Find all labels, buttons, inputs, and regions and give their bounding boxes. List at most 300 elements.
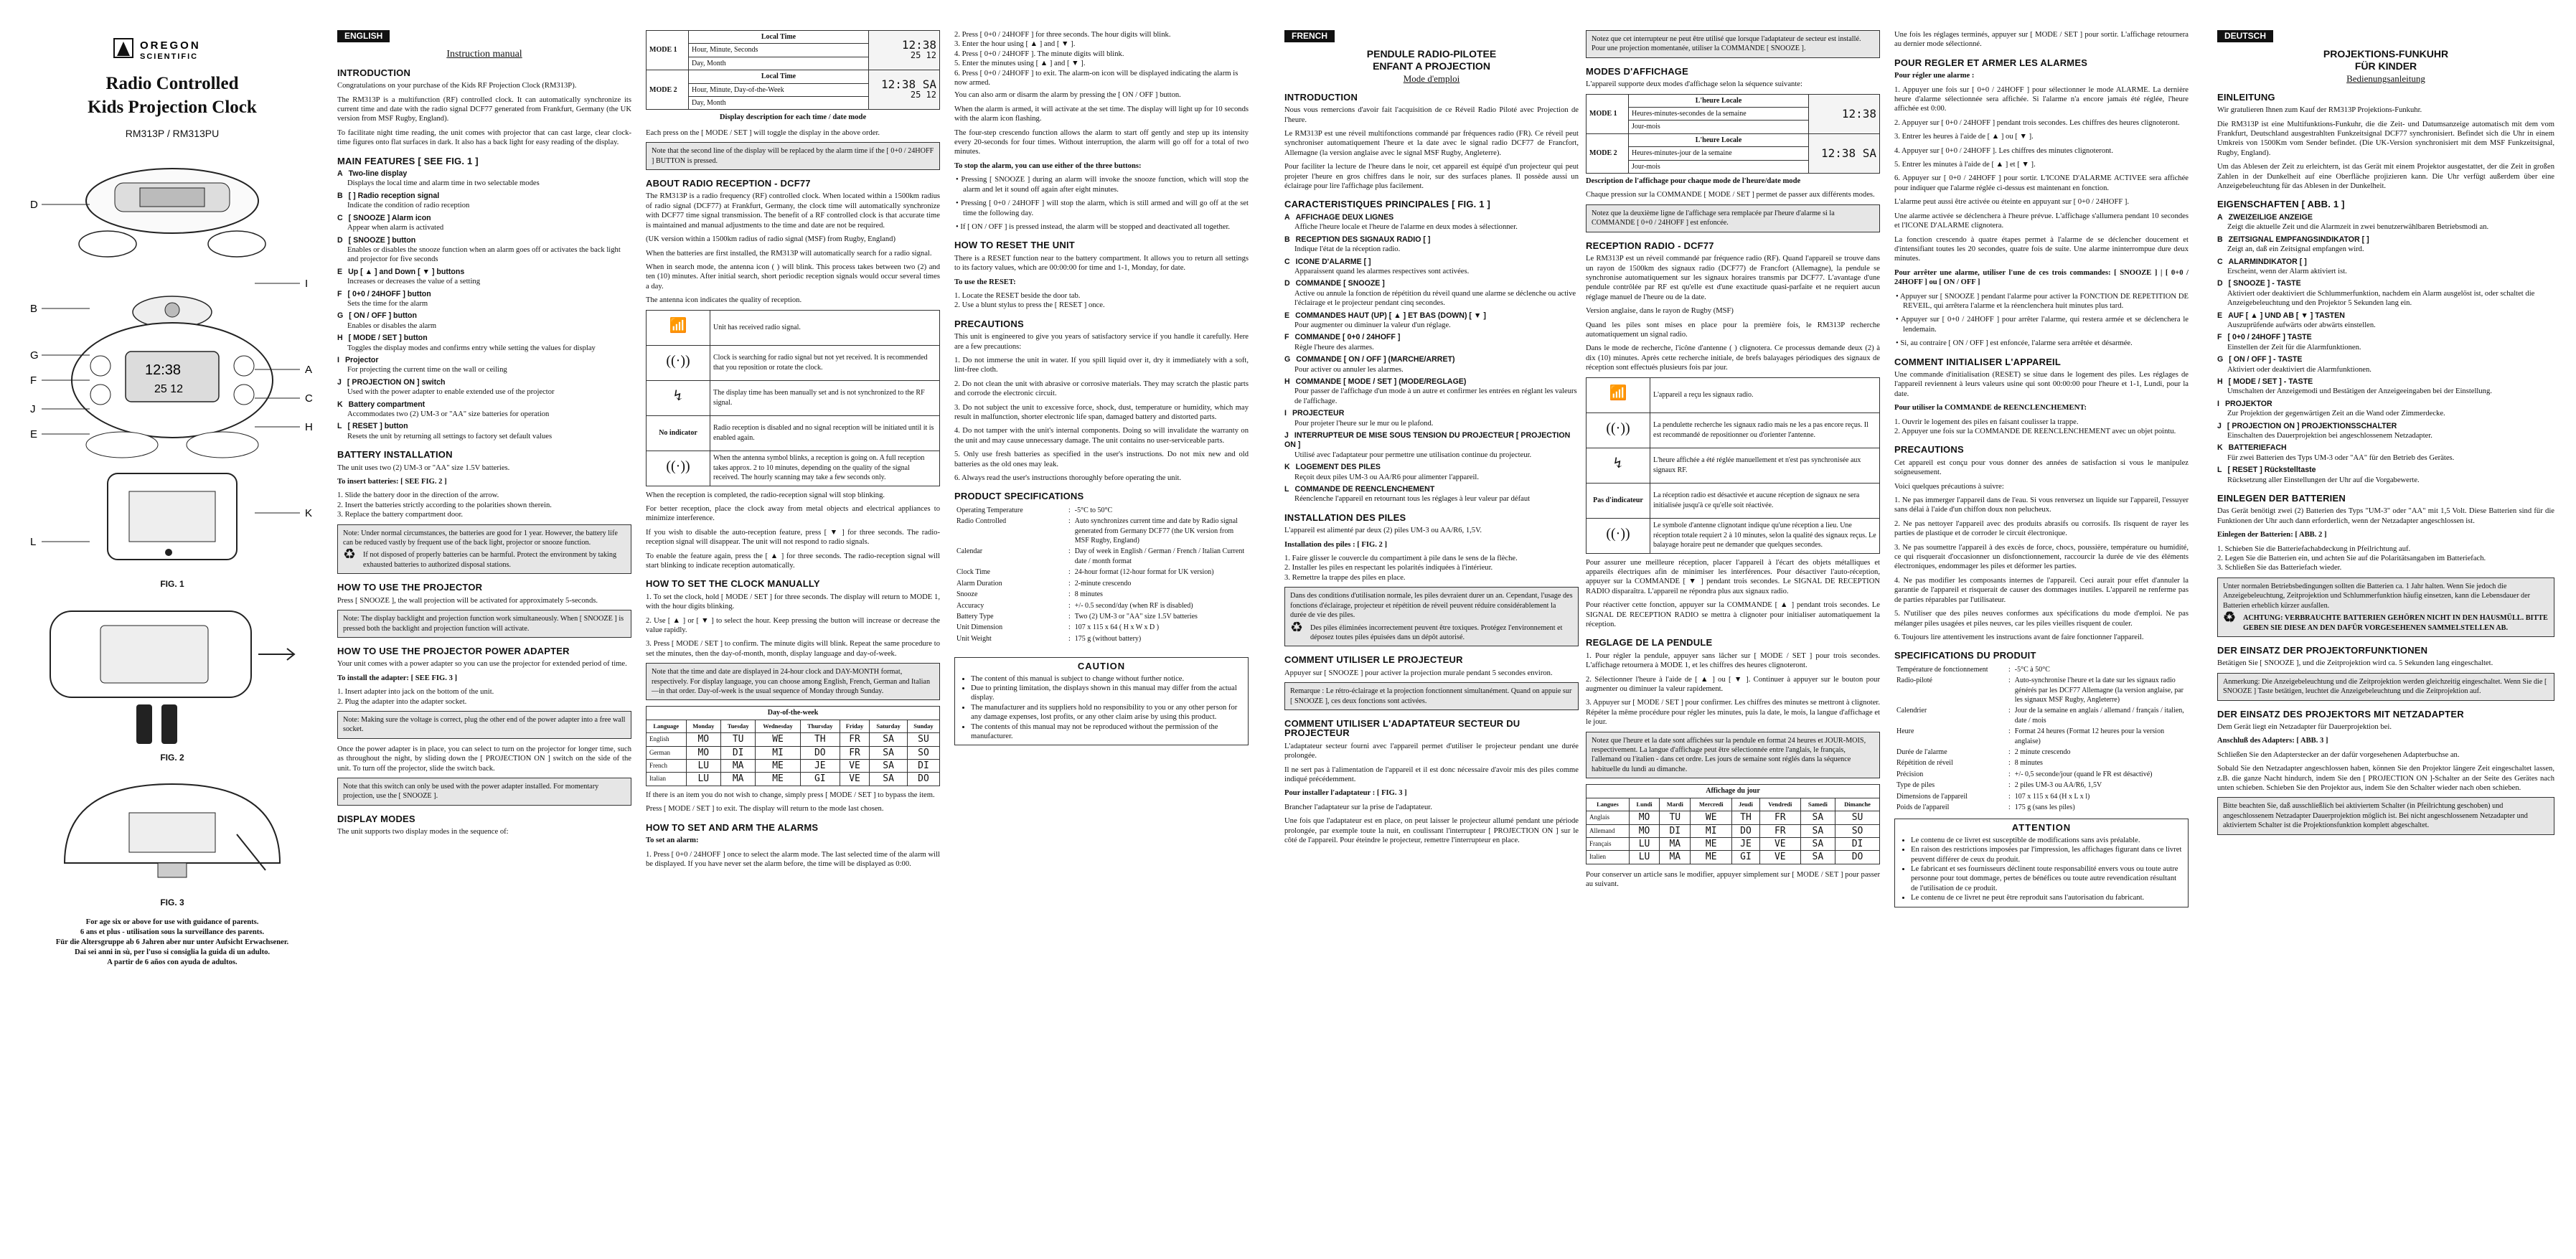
de-projector-text: Betätigen Sie [ SNOOZE ], und die Zeitprojektion wird ca. 5 Sekunden lang eingeschaltet. [2217,659,2493,668]
list-item: 1. Schieben Sie die Batteriefachabdeckung in Pfeilrichtung auf. [2217,544,2411,553]
feature-title: COMMANDE [ SNOOZE ] [1295,279,1385,288]
feature-title: ICONE D'ALARME [ ] [1295,257,1371,266]
signal-desc: La pendulette recherche les signaux radio mais ne les a pas encore reçus. Il est recommandé de repositionner ou d'orienter l'antenne. [1650,412,1880,448]
list-item: Dans le mode de recherche, l'icône d'antenne ( ) clignotera. Ce processus demande deux (2) à dix (10) minutes. Après cette recherche initiale, de brefs balayages périodiques des signaux de réception sont effectués plusieurs fois par jour. [1586,344,1880,372]
feature-title: ZEITSIGNAL EMPFANGSINDIKATOR [ ] [2228,235,2369,244]
bullet-icon: • [1896,316,1901,324]
de-adapter-step: Schließen Sie den Adapterstecker an der dafür vorgesehenen Adapterbuchse an. [2217,750,2460,759]
spec-row: Précision : +/- 0,5 seconde/jour (quand le FR est désactivé) [1896,770,2153,778]
feature-desc: Indicate the condition of radio reception [347,202,470,210]
list-item: • If [ ON / OFF ] is pressed instead, the alarm will be stopped and deactivated all together. [956,222,1231,231]
fr-features-heading: CARACTERISTIQUES PRINCIPALES [ FIG. 1 ] [1284,199,1491,210]
spec-heading: PRODUCT SPECIFICATIONS [954,491,1084,502]
list-item: If there is an item you do not wish to change, simply press [ MODE / SET ] to bypass the item. [646,791,935,799]
fr-battery-intro: L'appareil est alimenté par deux (2) piles UM-3 ou AA/R6, 1,5V. [1284,527,1482,535]
feature-desc: For projecting the current time on the wall or ceiling [347,366,507,374]
list-item: • Le contenu de ce livret ne peut être reproduit sans l'autorisation du fabricant. [1911,893,2182,902]
svg-text:25 12: 25 12 [154,382,184,395]
french-column-2 [1586,30,1880,894]
feature-key: B [1284,235,1290,244]
feature-item [1284,213,1579,232]
feature-desc: Règle l'heure des alarmes. [1294,343,1374,352]
feature-item [1284,311,1579,331]
list-item: 3. Entrer les heures à l'aide de [ ▲ ] ou [ ▼ ]. [1894,133,2034,141]
list-item: 1. Locate the RESET beside the door tab. [954,291,1081,300]
list-item: 4. Ne pas modifier les composants internes de l'appareil. Ceci aurait pour effet d'annuler la garantie de l'appareil et risquerait de causer des dommages inutiles. L'appareil ne renferme pas de parties réparables par l'utilisateur. [1894,576,2189,604]
fig1-caption: FIG. 1 [160,579,184,590]
adapter-steps [337,687,631,707]
precautions-list [954,356,1249,483]
de-adapter-note: Bitte beachten Sie, daß ausschließlich bei aktiviertem Schalter (in Pfeilrichtung geschoben) und angeschlossenem Netzadapter Dauerprojektion möglich ist. Bei nicht angeschlossenem Netzadapter und aktiviertem Schalter ist die Projektionsfunktion komplett abgeschaltet. [2217,797,2554,834]
feature-key: K [337,400,343,409]
adapter-sub: To install the adapter: [ SEE FIG. 3 ] [337,674,458,682]
feature-desc: Appear when alarm is activated [347,224,444,232]
callout-label: F [30,374,37,387]
spec-row: Unit Weight : 175 g (without battery) [956,634,1142,643]
signal-desc: La réception radio est désactivée et aucune réception de signaux ne sera initialisée jusqu'à ce qu'elle soit réactivée. [1650,483,1880,518]
alarm-heading: HOW TO SET AND ARM THE ALARMS [646,821,819,833]
mode-note: Note that the second line of the display will be replaced by the alarm time if the [ 0+0 / 24HOFF ] BUTTON is pressed. [646,142,940,170]
feature-key: F [337,289,342,298]
list-item: 2. Press [ 0+0 / 24HOFF ] for three seconds. The hour digits will blink. [954,31,1171,39]
feature-key: K [2217,443,2223,453]
battery-intro: The unit uses two (2) UM-3 or "AA" size 1.5V batteries. [337,463,510,472]
list-item: To enable the feature again, press the [ ▲ ] for three seconds. The radio-reception signal will start blinking to indicate reception automatically. [646,552,940,570]
feature-key: F [1284,333,1289,342]
list-item: 5. N'utiliser que des piles neuves conformes aux spécifications du mode d'emploi. Ne pas mélanger piles usagées et piles neuves, car les piles vieilles risquent de couler. [1894,610,2189,628]
list-item: 1. To set the clock, hold [ MODE / SET ] for three seconds. The display will return to MODE 1, with the hour digits blinking. [646,593,940,611]
fr-mode-caption: Description de l'affichage pour chaque mode de l'heure/date mode [1586,177,1801,186]
spec-row: Unit Dimension : 107 x 115 x 64 ( H x W x D ) [956,623,1160,632]
feature-key: C [2217,257,2223,266]
feature-desc: Affiche l'heure locale et l'heure de l'alarme en deux modes à sélectionner. [1294,223,1518,232]
feature-title: ZWEIZEILIGE ANZEIGE [2228,212,2313,222]
english-column-3 [954,30,1249,751]
spec-row: Durée de l'alarme : 2 minute crescendo [1896,748,2071,756]
list-item: 1. Slide the battery door in the direction of the arrow. [337,491,499,500]
feature-desc: Used with the power adapter to enable extended use of the projector [347,388,555,397]
fr-radio-heading: RECEPTION RADIO - DCF77 [1586,240,1714,251]
fr3-reset-sub: Pour utiliser la COMMANDE de REENCLENCHEMENT: [1894,404,2087,412]
de-intro [2217,105,2554,191]
signal-row [1587,518,1880,553]
list-item: 1. Pour régler la pendule, appuyer sans lâcher sur [ MODE / SET ] pour trois secondes. L'affichage retournera à MODE 1, et les chiffres des heures clignoteront. [1586,651,1880,670]
feature-desc: Zeigt die aktuelle Zeit und die Alarmzeit in zwei benutzerwählbaren Betriebsmodi an. [2227,223,2489,232]
feature-item [2217,422,2554,441]
fr3-stop-heading: Pour arrêter une alarme, utiliser l'une de ces trois commandes: [ SNOOZE ] | [ 0+0 / 24HOFF ] ou [ ON / OFF ] [1894,268,2189,287]
de-adapter-sub: Anschluß des Adapters: [ ABB. 3 ] [2217,737,2328,745]
spec-row: Radio-piloté : Auto-synchronise l'heure et la date sur les signaux radio générés par les DCF77 Allemagne (la version anglaise, par les signaux MSF Rugby, Angleterre) [1896,676,2184,704]
dow-header: Mercredi [1691,798,1732,811]
spec-table [954,505,1249,644]
french-column-3 [1894,30,2189,913]
list-item: 1. Press [ 0+0 / 24HOFF ] once to select the alarm mode. The last selected time of the alarm will be displayed. If you have never set the alarm before, the time will be displayed as 0:00. [646,850,940,868]
list-item: 5. Only use fresh batteries as specified in the user's instructions. Do not mix new and old batteries as the old ones may leak. [954,451,1249,468]
list-item: • En raison des restrictions imposées par l'impression, les affichages figurant dans ce livret peuvent différer de ceux du produit. [1911,845,2182,864]
list-item: Um das Ablesen der Zeit zu erleichtern, ist das Gerät mit einem Projektor ausgestattet, der die Zeit in großen Zahlen in der Dunkelheit auf eine Oberfläche projizieren kann. Die Uhr verfügt außerdem über eine Anzeigebeleuchtung für das Ablesen in der Dunkelheit. [2217,163,2554,191]
cover-model: RM313P / RM313PU [125,128,220,140]
feature-key: L [1284,485,1289,494]
feature-desc: Sets the time for the alarm [347,299,428,308]
signal-desc: Radio reception is disabled and no signal reception will be initiated until it is enabled again. [710,415,940,451]
feature-item [1284,258,1579,277]
feature-title: [ 0+0 / 24HOFF ] TASTE [2227,333,2312,342]
dow-header: Vendredi [1759,798,1800,811]
recycle-icon: ♻ [343,547,356,563]
fig2-battery-diagram [22,597,323,748]
list-item: Nous vous remercions d'avoir fait l'acquisition de ce Réveil Radio Piloté avec Projection de l'heure. [1284,106,1579,124]
manual-steps [646,593,940,659]
list-item: The antenna icon indicates the quality of reception. [646,296,802,305]
feature-item [1284,463,1579,482]
feature-title: INTERRUPTEUR DE MISE SOUS TENSION DU PROJECTEUR [ PROJECTION ON ] [1284,431,1571,450]
feature-key: K [1284,463,1290,472]
stop-list [954,175,1249,232]
feature-title: [ RESET ] Rückstelltaste [2227,466,2316,475]
spec-row: Battery Type : Two (2) UM-3 or "AA" size 1.5V batteries [956,612,1198,621]
feature-desc: Rücksetzung aller Einstellungen der Uhr auf die Vorgabewerte. [2227,476,2420,484]
dow-row: Allemand MO DI MI DO FR SA SO [1587,824,1880,837]
fr3-reset-heading: COMMENT INITIALISER L'APPAREIL [1894,356,2062,367]
fr3-prec-intro-2: Voici quelques précautions à suivre: [1894,482,2004,491]
feature-item [1284,279,1579,308]
feature-title: Up [ ▲ ] and Down [ ▼ ] buttons [348,267,465,276]
mode-table: MODE 1 Local Time 12:38 25 12 Hour, Minute, Seconds Day, Month MODE 2 Local Time 12:38 SA 25 12 Hour, Minute, Day-of-the-Week Day, Month [646,30,940,110]
spec-row: Type de piles : 2 piles UM-3 ou AA/R6, 1,5V [1896,781,2102,790]
callout-label: A [305,363,313,376]
callout-label: K [305,506,313,519]
feature-title: [ SNOOZE ] - TASTE [2228,279,2301,288]
feature-key: I [2217,399,2219,408]
feature-key: C [337,213,343,222]
list-item: Pour assurer une meilleure réception, placer l'appareil à l'écart des objets métalliques et appareils électriques afin de minimiser les interférences. Pour désactiver l'auto-réception, appuyer sur la COMMANDE [ ▼ ] pendant trois secondes. Le SIGNAL DE RECEPTION RADIO disparaîtra. L'appareil ne répondra plus aux signaux radio. [1586,558,1880,595]
feature-item [337,192,631,211]
signal-row: No indicator Radio reception is disabled and no signal reception will be initiated until it is enabled again. [647,415,940,451]
precautions-heading: PRECAUTIONS [954,318,1024,329]
display-modes-text: The unit supports two display modes in the sequence of: [337,828,509,836]
list-item: 1. Do not immerse the unit in water. If you spill liquid over it, dry it immediately with a soft, lint-free cloth. [954,356,1249,374]
radio-text [646,192,940,305]
feature-title: PROJEKTOR [2224,399,2272,408]
antenna-icon: 📶 [1609,385,1627,402]
feature-key: A [2217,212,2223,222]
feature-key: A [337,169,343,179]
feature-key: G [1284,355,1291,364]
fr-mode-note: Notez que la deuxième ligne de l'affichage sera remplacée par l'heure d'alarme si la COMMANDE [ 0+0 / 24HOFF ] est enfoncée. [1586,204,1880,232]
fr-radio-after [1586,558,1880,630]
adapter-text-2: Once the power adapter is in place, you can select to turn on the projector for longer time, such as throughout the night, by sliding down the [ PROJECTION ON ] switch on the side of the unit. To turn off the projector, slide the switch back. [337,745,631,773]
antenna-icon: ((·)) [666,353,690,369]
feature-title: [ ] Radio reception signal [348,191,440,200]
fr-modes-text: L'appareil supporte deux modes d'affichage selon la séquence suivante: [1586,80,1802,89]
feature-key: H [337,334,343,343]
dow-row: Anglais MO TU WE TH FR SA SU [1587,811,1880,824]
list-item: 6. Press [ 0+0 / 24HOFF ] to exit. The alarm-on icon will be displayed indicating the alarm is now armed. [954,69,1238,88]
callout-label: B [30,302,38,315]
list-item: When the batteries are first installed, the RM313P will automatically search for a radio signal. [646,249,932,258]
dow-row: English MO TU WE TH FR SA SU [647,733,940,746]
feature-item [1284,235,1579,255]
signal-desc: When the antenna symbol blinks, a reception is going on. A full reception takes approx. 2 to 10 minutes, depending on the quality of the signal received. The hourly scanning may take a few seconds only. [710,451,940,486]
list-item: • Appuyer sur [ SNOOZE ] pendant l'alarme pour activer la FONCTION DE REPETITION DE REVEIL, qui arrêtera l'alarme et la réenclenchera huit minutes plus tard. [1896,292,2189,310]
alarm-steps [646,850,940,869]
feature-title: RECEPTION DES SIGNAUX RADIO [ ] [1295,235,1431,244]
antenna-icon: ((·)) [1606,526,1630,542]
de-intro-heading: EINLEITUNG [2217,91,2275,103]
antenna-icon: ↯ [672,388,685,405]
english-subtitle: Instruction manual [446,49,522,60]
feature-desc: Utilisé avec l'adaptateur pour permettre une utilisation continue du projecteur. [1294,451,1532,459]
feature-key: J [337,377,342,387]
list-item: Pour réactiver cette fonction, appuyer sur la COMMANDE [ ▲ ] pendant trois secondes. Le SIGNAL DE RECEPTION RADIO se mettra à clignoter pour initialiser automatiquement la réception. [1586,601,1880,628]
list-item: 3. Replace the battery compartment door. [337,511,464,519]
spec-row: Calendar : Day of week in English / German / French / Italian Current date / month format [956,547,1245,565]
dow-row: German MO DI MI DO FR SA SO [647,746,940,759]
feature-key: E [1284,311,1290,320]
list-item: 1. Ouvrir le logement des piles en faisant coulisser la trappe. [1894,418,2079,426]
dow-header: Mardi [1660,798,1691,811]
dow-row: Italien LU MA ME GI VE SA DO [1587,851,1880,864]
spec-row: Snooze : 8 minutes [956,590,1103,599]
feature-desc: Einstellen der Zeit für die Alarmfunktionen. [2227,343,2361,352]
de-adapter-heading: DER EINSATZ DES PROJEKTORS MIT NETZADAPTER [2217,708,2464,720]
feature-key: C [1284,257,1290,266]
dow-header: Langues [1587,798,1630,811]
list-item: You can also arm or disarm the alarm by pressing the [ ON / OFF ] button. [954,91,1181,100]
feature-title: Two-line display [348,169,408,179]
reset-sub: To use the RESET: [954,278,1016,286]
list-item: Press [ MODE / SET ] to exit. The display will return to the mode last chosen. [646,805,884,814]
list-item: If you wish to disable the auto-reception feature, press [ ▼ ] for three seconds. The radio-reception signal will disappear. The unit will not respond to radio signals. [646,528,940,547]
feature-item [1284,377,1579,406]
fr-manual-steps [1586,651,1880,727]
age-line: Dai sei anni in sù, per l'uso si consiglia la guida di un adulto. [74,948,271,957]
list-item: 1. Appuyer une fois sur [ 0+0 / 24HOFF ] pour sélectionner le mode ALARME. La dernière heure d'alarme sélectionnée sera affichée. Si l'alarme n'a encore jamais été réglée, l'heure affichée est 0:00. [1894,85,2189,113]
fig2-caption: FIG. 2 [160,753,184,763]
spec-row: Dimensions de l'appareil : 107 x 115 x 64 (H x L x l) [1896,792,2090,801]
age-line: Für die Altersgruppe ab 6 Jahren aber nur unter Aufsicht Erwachsener. [55,938,289,947]
feature-desc: Aktiviert oder deaktiviert die Alarmfunktionen. [2227,365,2371,374]
list-item: 5. Enter the minutes using [ ▲ ] and [ ▼ ]. [954,60,1086,68]
english-column-1 [337,30,631,841]
feature-desc: Enables or disables the snooze function when an alarm goes off or activates the back light and projector for five seconds [347,245,621,264]
feature-key: E [337,267,343,276]
list-item: Congratulations on your purchase of the Kids RF Projection Clock (RM313P). [337,82,577,90]
feature-item [2217,466,2554,485]
reset-heading: HOW TO RESET THE UNIT [954,240,1075,251]
list-item: 3. Remettre la trappe des piles en place. [1284,573,1406,582]
dow-header: Jeudi [1732,798,1760,811]
feature-key: F [2217,333,2222,342]
list-item: 1. Ne pas immerger l'appareil dans de l'eau. Si vous renversez un liquide sur l'appareil, l'essuyer sans délai à l'aide d'un chiffon doux non pelucheux. [1894,496,2189,514]
signal-row [647,380,940,415]
list-item: Quand les piles sont mises en place pour la première fois, le RM313P recherche automatiquement un signal radio. [1586,321,1880,339]
dow-row: Français LU MA ME JE VE SA DI [1587,837,1880,850]
de-features-heading: EIGENSCHAFTEN [ ABB. 1 ] [2217,199,2345,210]
feature-item [2217,258,2554,277]
de-battery-sub: Einlegen der Batterien: [ ABB. 2 ] [2217,531,2327,539]
callout-label: D [30,198,38,211]
lang-tag-english: ENGLISH [337,30,390,42]
projector-heading: HOW TO USE THE PROJECTOR [337,582,483,593]
feature-desc: Resets the unit by returning all settings to factory set default values [347,432,553,440]
feature-desc: Auszuprüfende aufwärts oder abwärts einstellen. [2227,321,2376,329]
fig3-caption: FIG. 3 [160,897,184,907]
fr-top-note: Notez que cet interrupteur ne peut être utilisé que lorsque l'adaptateur de secteur est installé. Pour une projection momentanée, utiliser la COMMANDE [ SNOOZE ]. [1586,30,1880,58]
feature-item [337,311,631,331]
antenna-icon: 📶 [669,318,687,334]
feature-key: G [2217,355,2224,364]
fr3-alarm-heading: POUR REGLER ET ARMER LES ALARMES [1894,57,2088,68]
fr-dow-table [1586,784,1880,864]
mode-text: Each press on the [ MODE / SET ] will toggle the display in the above order. [646,128,880,137]
fr-projector-note: Remarque : Le rétro-éclairage et la projection fonctionnent simultanément. Quand on appuie sur [ SNOOZE ], ces deux fonctions sont activées. [1284,682,1579,710]
signal-row: Pas d'indicateur La réception radio est désactivée et aucune réception de signaux ne sera initialisée jusqu'à ce qu'elle soit réactivée. [1587,483,1880,518]
fr-battery-heading: INSTALLATION DES PILES [1284,511,1406,523]
callout-label: G [30,349,39,362]
feature-title: Projector [344,355,379,364]
feature-item [337,400,631,420]
antenna-icon: ↯ [1612,456,1625,472]
de-title-2: FÜR KINDER [2354,60,2417,72]
feature-desc: Active ou annule la fonction de répétition du réveil quand une alarme se déclenche ou active l'éclairage et le projecteur pendant cinq secondes. [1294,289,1576,308]
feature-key: B [337,191,343,200]
spec-row: Alarm Duration : 2-minute crescendo [956,579,1132,588]
reset-steps [954,291,1249,311]
dow-table [646,706,940,786]
feature-title: COMMANDE DE REENCLENCHEMENT [1294,485,1435,494]
feature-item [1284,431,1579,460]
feature-item [337,334,631,353]
list-item: For better reception, place the clock away from metal objects and electrical appliances to minimize interference. [646,504,940,523]
french-title-2: ENFANT A PROJECTION [1373,60,1490,72]
list-item: Pour faciliter la lecture de l'heure dans le noir, cet appareil est équipé d'un projecteur qui peut projeter l'heure en gros chiffres dans le noir, sur des surfaces planes. Il possède aussi un éclairage pour lire l'affichage plus facilement. [1284,163,1579,191]
list-item: • Le fabricant et ses fournisseurs déclinent toute responsabilité envers vous ou toute autre personne pour tout dommage, pertes de bénéfices ou toute autre revendication résultant de l'utilisation de ce produit. [1911,864,2182,893]
list-item: 3. Do not subject the unit to excessive force, shock, dust, temperature or humidity, which may result in malfunction, shorter electronic life span, damaged battery and distorted parts. [954,403,1249,421]
list-item: 3. Schließen Sie das Batteriefach wieder. [2217,564,2342,572]
list-item: 2. Use [ ▲ ] or [ ▼ ] to select the hour. Keep pressing the button will increase or decrease the value rapidly. [646,616,940,634]
feature-title: [ SNOOZE ] Alarm icon [348,213,431,222]
intro-heading: INTRODUCTION [337,67,411,78]
feature-item [2217,443,2554,463]
feature-item [337,422,631,441]
fr-intro-heading: INTRODUCTION [1284,91,1358,103]
feature-item [2217,311,2554,331]
list-item: • The manufacturer and its suppliers hold no responsibility to you or any other person for any damage expenses, lost profits, or any other claim arise by using this product. [971,703,1242,722]
signal-row [1587,448,1880,483]
feature-item [2217,400,2554,419]
feature-item [1284,333,1579,352]
list-item: 4. Appuyer sur [ 0+0 / 24HOFF ]. Les chiffres des minutes clignoteront. [1894,146,2114,155]
feature-title: COMMANDE [ MODE / SET ] (MODE/REGLAGE) [1295,377,1467,386]
projector-note: Note: The display backlight and projection function work simultaneously. When [ SNOOZE ] is pressed both the backlight and projection function will activate. [337,610,631,638]
feature-title: [ ON / OFF ] - TASTE [2229,355,2303,364]
projector-text: Press [ SNOOZE ], the wall projection will be activated for approximately 5-seconds. [337,596,598,605]
alarm-text [954,90,1249,156]
feature-title: [ PROJECTION ON ] switch [347,377,446,387]
list-item: The four-step crescendo function allows the alarm to start off gently and step up its intensity every 20-seconds for four times. Without interruption, the alarm will go off for a total of two minutes. [954,128,1249,156]
list-item: 6. Always read the user's instructions thoroughly before operating the unit. [954,474,1182,483]
list-item: • Le contenu de ce livret est susceptible de modifications sans avis préalable. [1911,836,2182,845]
list-item: 3. Ne pas soumettre l'appareil à des excès de force, chocs, poussière, température ou humidité, ce qui risquerait d'occasionner un disfonctionnement, raccourcir la durée de vie des éléments électroniques, endommager les piles et déformer les parties. [1894,543,2189,571]
feature-title: [ RESET ] button [347,422,408,431]
signal-desc: L'heure affichée a été réglée manuellement et n'est pas synchronisée aux signaux RF. [1650,448,1880,483]
feature-title: AFFICHAGE DEUX LIGNES [1295,212,1394,222]
fr3-prec-intro: Cet appareil est conçu pour vous donner des années de satisfaction si vous le manipulez soigneusement. [1894,458,2189,477]
signal-row [1587,412,1880,448]
feature-item [337,290,631,309]
recycle-icon: ♻ [1290,619,1303,636]
feature-desc: Aktiviert oder deaktiviert die Schlummerfunktion, nachdem ein Alarm ausgelöst ist, oder schaltet die Anzeigebeleuchtung und den Projektor 5 Sekunden lang ein. [2227,289,2535,308]
signal-row [1587,377,1880,412]
stop-heading: To stop the alarm, you can use either of the three buttons: [954,161,1142,170]
svg-text:OREGON: OREGON [140,39,201,52]
callout-label: L [30,535,37,548]
fr-battery-note: Dans des conditions d'utilisation normale, les piles devraient durer un an. Cependant, l'usage des fonctions d'éclairage, projecteur et répétition de réveil peuvent réduire considérablement la durée de vie des piles. ♻ Des piles éliminées incorrectement peuvent être toxiques. Protégez l'environnement et déposez toutes piles épuisées dans un dépôt autorisé. [1284,587,1579,646]
list-item: 2. Sélectionner l'heure à l'aide de [ ▲ ] ou [ ▼ ]. Continuer à appuyer sur le bouton pour augmenter ou diminuer la valeur rapidement. [1586,675,1880,694]
feature-key: A [1284,212,1290,222]
list-item: Die RM313P ist eine Multifunktions-Funkuhr, die die Zeit- und Datumsanzeige automatisch mit dem vom Frankfurt, Deutschland ausgestrahlten Funkzeitsignal DCF77 synchronisiert. Befindet sich die Uhr in einem Umkreis von 1500Km vom Sender befindet. (Die UK-Version synchronisiert mit dem MSF Funkzeitsignal, Rugby, England). [2217,120,2554,157]
feature-desc: Zur Projektion der gegenwärtigen Zeit an die Wand oder Zimmerdecke. [2227,410,2445,418]
list-item: When the alarm is armed, it will activate at the set time. The display will light up for 10 seconds with the alarm icon flashing. [954,105,1249,123]
fr-adapter-text-3: Une fois que l'adaptateur est en place, on peut laisser le projecteur allumé pendant une période prolongée, par exemple toute la nuit, en coulissant l'interrupteur [ PROJECTION ON ] sur le côté de l'appareil. Pour éteindre le projecteur, remettre l'interrupteur en place. [1284,817,1579,844]
fr3-prec-list [1894,496,2189,642]
signal-desc: The display time has been manually set and is not synchronized to the RF signal. [710,380,940,415]
lang-tag-french: FRENCH [1284,30,1335,42]
feature-key: B [2217,235,2223,244]
list-item: To facilitate night time reading, the unit comes with projector that can cast large, clear clock-time figures onto flat surfaces in dark. It also has a back light for easy reading of the display. [337,128,631,147]
de-subtitle: Bedienungsanleitung [2346,73,2425,85]
feature-key: D [1284,279,1290,288]
feature-desc: Enables or disables the alarm [347,321,437,330]
feature-title: AUF [ ▲ ] UND AB [ ▼ ] TASTEN [2228,311,2345,320]
feature-title: [ 0+0 / 24HOFF ] button [347,289,431,298]
feature-title: PROJECTEUR [1292,409,1345,418]
feature-desc: Indique l'état de la réception radio. [1294,245,1401,254]
display-modes-heading: DISPLAY MODES [337,813,415,824]
feature-desc: Pour augmenter ou diminuer la valeur d'un réglage. [1294,321,1451,329]
oregon-logo-icon [111,36,233,62]
feature-title: BATTERIEFACH [2228,443,2287,453]
feature-key: I [337,355,339,364]
alarm-steps-cont [954,30,1249,88]
fr-adapter-heading: COMMENT UTILISER L'ADAPTATEUR SECTEUR DU PROJECTEUR [1284,717,1520,739]
feature-item [337,268,631,287]
fr-features [1284,213,1579,504]
dow-header: Friday [840,720,870,732]
feature-key: H [2217,377,2223,386]
list-item: When in search mode, the antenna icon ( ) will blink. This process takes between two (2) and ten (10) minutes. After initial search, short periodic reception signals would occur several times a day. [646,263,940,291]
dow-header: Language [647,720,687,732]
callout-label: H [305,420,313,433]
adapter-note-2: Note that this switch can only be used with the power adapter installed. For momentary projection, use the [ SNOOZE ]. [337,778,631,806]
fr-manual-after: Pour conserver un article sans le modifier, appuyer simplement sur [ MODE / SET ] pour passer au suivant. [1586,870,1880,889]
feature-key: I [1284,409,1287,418]
spec-row: Répétition de réveil : 8 minutes [1896,759,2043,768]
feature-desc: Pour projeter l'heure sur le mur ou le plafond. [1294,419,1434,428]
list-item: • Si, au contraire [ ON / OFF ] est enfoncée, l'alarme sera arrêtée et désarmée. [1896,339,2133,348]
fig3-adapter-diagram [22,770,323,892]
list-item: When the reception is completed, the radio-reception signal will stop blinking. [646,491,885,499]
feature-desc: Einschalten des Dauerprojektion bei angeschlossenem Netzadapter. [2227,432,2432,440]
dow-header: Samedi [1800,798,1835,811]
battery-steps [337,491,631,519]
radio-heading: ABOUT RADIO RECEPTION - DCF77 [646,178,811,189]
list-item: • The content of this manual is subject to change without further notice. [971,674,1242,684]
list-item: 2. Installer les piles en respectant les polarités indiquées à l'intérieur. [1284,564,1493,572]
battery-heading: BATTERY INSTALLATION [337,449,453,461]
french-column-1 [1284,30,1579,849]
